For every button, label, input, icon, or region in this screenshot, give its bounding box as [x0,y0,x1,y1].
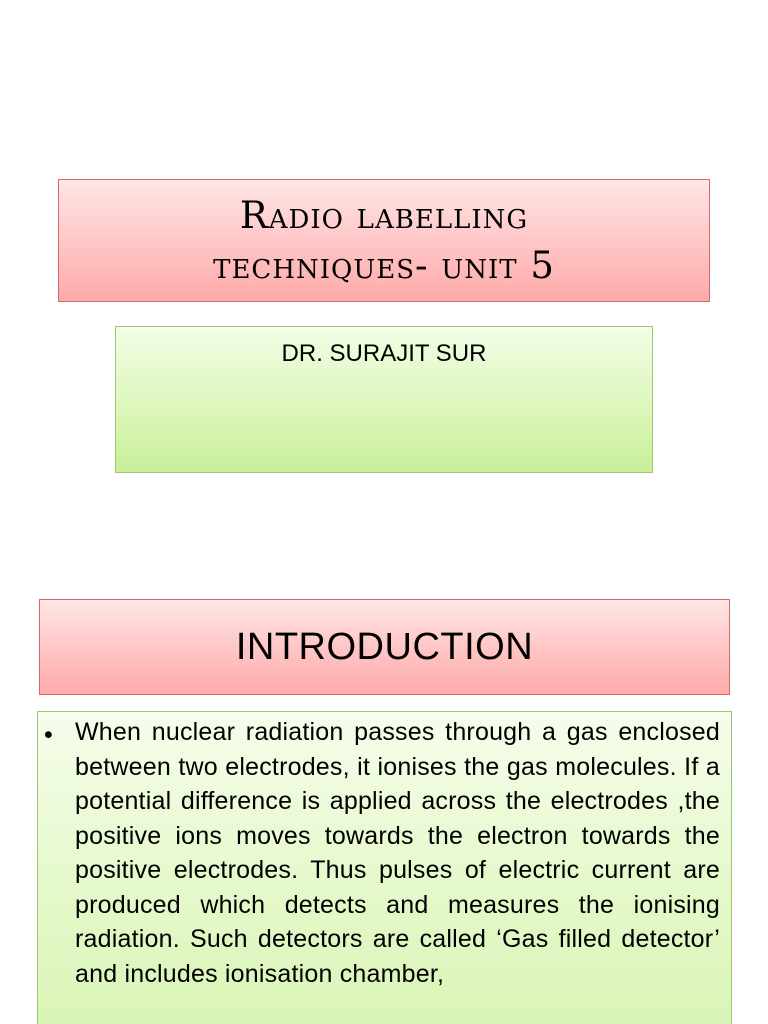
subtitle-panel [115,326,653,473]
slide-title: Radio labelling techniques- unit 5 [213,194,555,287]
introduction-paragraph: When nuclear radiation passes through a gas enclosed between two electrodes, it ionises the gas molecules. If a potential difference is applied across the electrodes ,the positive ions moves towards the electron towards the positive electrodes. Thus pulses of electric current are produced which detects and measures the ionising radiation. Such detectors are called ‘Gas filled detector’ and includes ionisation chamber, [75,718,720,988]
introduction-heading: INTRODUCTION [235,625,534,668]
title-banner [58,179,710,302]
introduction-banner [39,599,730,695]
author-name: DR. SURAJIT SUR [281,340,487,367]
bullet-marker: • [44,721,53,749]
introduction-content-panel [37,711,732,1024]
introduction-slide [0,576,768,1024]
